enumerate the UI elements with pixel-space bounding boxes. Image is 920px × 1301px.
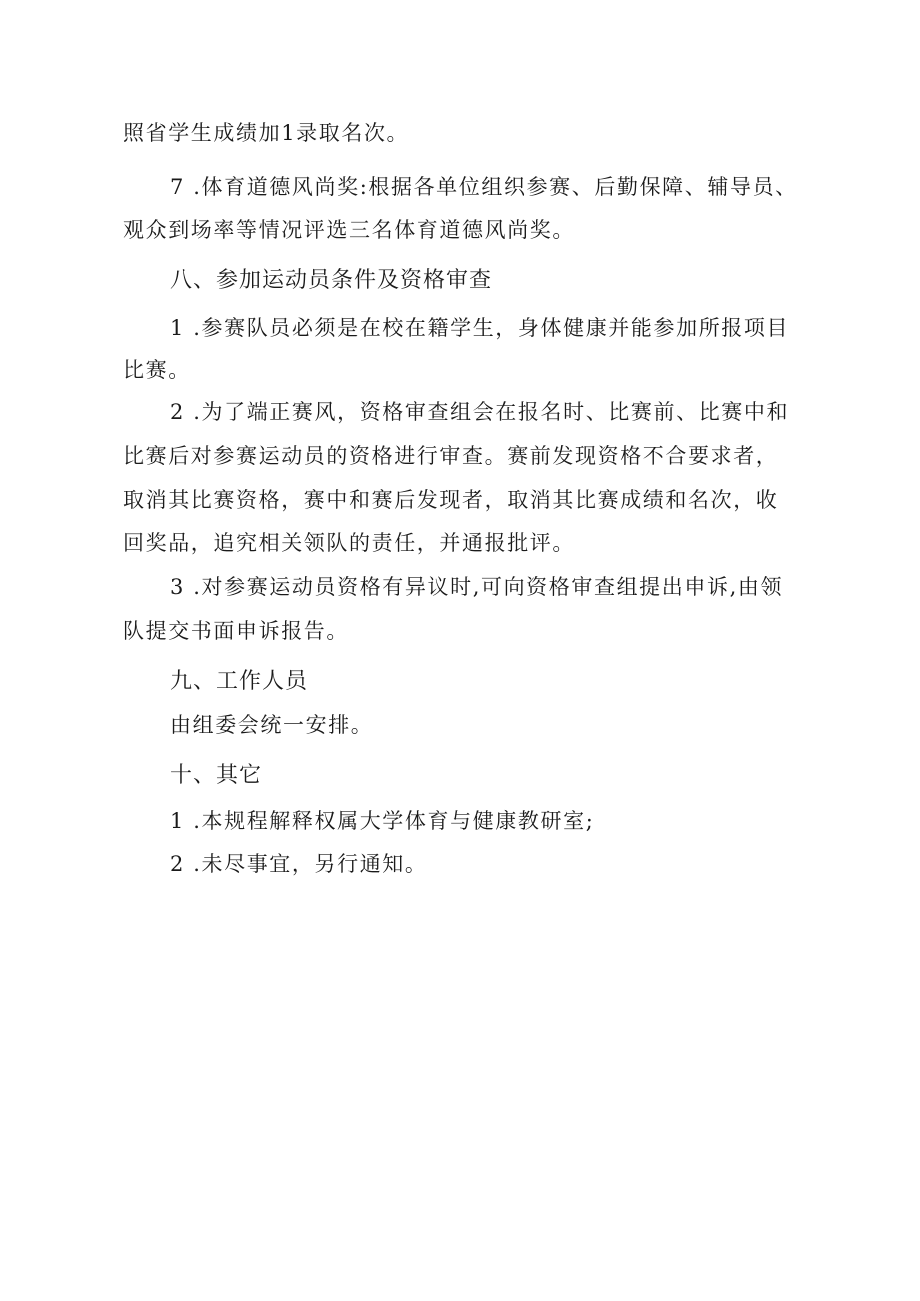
paragraph-line: 比赛后对参赛运动员的资格进行审查。赛前发现资格不合要求者， [123, 444, 779, 468]
paragraph-line: 3 .对参赛运动员资格有异议时,可向资格审查组提出申诉,由领 [170, 575, 784, 599]
paragraph-line: 取消其比赛资格，赛中和赛后发现者，取消其比赛成绩和名次，收 [123, 488, 779, 512]
paragraph-line: 观众到场率等情况评选三名体育道德风尚奖。 [123, 218, 575, 242]
section-heading: 九、工作人员 [170, 669, 309, 694]
paragraph-line: 2 .未尽事宜，另行通知。 [170, 852, 428, 876]
paragraph-line: 照省学生成绩加1录取名次。 [123, 121, 410, 145]
paragraph-line: 1 .参赛队员必须是在校在籍学生，身体健康并能参加所报项目 [170, 316, 790, 340]
section-heading: 十、其它 [170, 763, 263, 788]
paragraph-line: 回奖品，追究相关领队的责任，并通报批评。 [123, 531, 575, 555]
paragraph-line: 2 .为了端正赛风，资格审查组会在报名时、比赛前、比赛中和 [170, 400, 790, 424]
paragraph-line: 队提交书面申诉报告。 [123, 619, 349, 643]
paragraph-line: 比赛。 [123, 358, 191, 382]
paragraph-line: 1 .本规程解释权属大学体育与健康教研室; [170, 809, 595, 833]
section-heading: 八、参加运动员条件及资格审查 [170, 268, 493, 293]
paragraph-line: 由组委会统一安排。 [170, 713, 374, 737]
paragraph-line: 7 .体育道德风尚奖:根据各单位组织参赛、后勤保障、辅导员、 [170, 175, 798, 199]
